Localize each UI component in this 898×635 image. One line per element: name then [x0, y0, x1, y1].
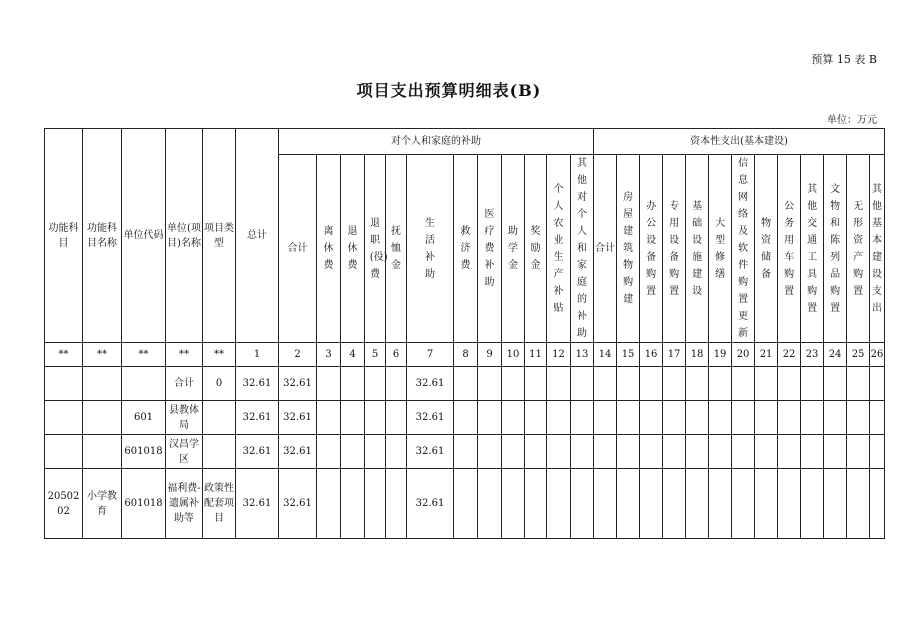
column-index-cell: 5	[365, 343, 386, 367]
cell-project-type: 政策性配套项目	[203, 469, 236, 539]
header-personal-label: 个人农业生产补贴	[553, 183, 564, 314]
cell-empty	[478, 401, 502, 435]
cell-empty	[640, 367, 663, 401]
cell-empty	[594, 435, 617, 469]
header-capital-1	[617, 155, 640, 343]
cell-empty	[824, 367, 847, 401]
cell-living-allowance: 32.61	[407, 401, 454, 435]
header-capital-label: 公务用车购置	[784, 200, 795, 297]
cell-empty	[732, 367, 755, 401]
column-index-cell: 12	[547, 343, 571, 367]
column-index-cell: 23	[801, 343, 824, 367]
cell-total: 32.61	[236, 469, 279, 539]
column-index-cell: **	[166, 343, 203, 367]
header-capital-label: 信息网络及软件购置更新	[738, 158, 749, 339]
cell-empty	[317, 435, 341, 469]
cell-empty	[525, 401, 547, 435]
cell-empty	[547, 367, 571, 401]
header-personal-label: 生活补助	[425, 217, 435, 280]
column-index-cell: **	[203, 343, 236, 367]
cell-empty	[341, 435, 365, 469]
header-group-capital: 资本性支出(基本建设)	[594, 129, 885, 155]
cell-empty	[454, 401, 478, 435]
column-index-cell: **	[83, 343, 122, 367]
cell-personal-total: 32.61	[279, 401, 317, 435]
cell-empty	[525, 469, 547, 539]
column-index-cell: 10	[502, 343, 525, 367]
cell-project-type	[203, 435, 236, 469]
cell-empty	[847, 401, 870, 435]
cell-empty	[341, 469, 365, 539]
header-capital-label: 合计	[595, 243, 616, 254]
header-personal-2	[341, 155, 365, 343]
cell-personal-total: 32.61	[279, 435, 317, 469]
cell-empty	[663, 435, 686, 469]
cell-empty	[801, 367, 824, 401]
column-index-cell: 1	[236, 343, 279, 367]
header-capital-label: 办公设备购置	[646, 200, 657, 297]
header-personal-label: 合计	[287, 243, 308, 254]
header-personal-label: 抚恤金	[391, 226, 401, 271]
column-index-cell: 8	[454, 343, 478, 367]
column-index-cell: 20	[732, 343, 755, 367]
cell-func-subject	[45, 367, 83, 401]
cell-unit-project-name: 合计	[166, 367, 203, 401]
cell-empty	[617, 367, 640, 401]
cell-func-subject: 2050202	[45, 469, 83, 539]
table-row	[45, 435, 885, 469]
cell-empty	[870, 401, 885, 435]
cell-empty	[454, 469, 478, 539]
cell-empty	[640, 435, 663, 469]
cell-empty	[525, 435, 547, 469]
cell-empty	[547, 435, 571, 469]
header-capital-12	[870, 155, 885, 343]
cell-func-subject	[45, 435, 83, 469]
cell-empty	[454, 367, 478, 401]
header-personal-10	[547, 155, 571, 343]
cell-empty	[824, 469, 847, 539]
cell-empty	[686, 367, 709, 401]
column-index-cell: 18	[686, 343, 709, 367]
cell-func-subject-name	[83, 367, 122, 401]
cell-empty	[778, 401, 801, 435]
cell-empty	[365, 401, 386, 435]
column-index-cell: 14	[594, 343, 617, 367]
column-index-cell: 2	[279, 343, 317, 367]
cell-empty	[686, 401, 709, 435]
column-index-cell: 3	[317, 343, 341, 367]
header-personal-5	[407, 155, 454, 343]
cell-empty	[594, 469, 617, 539]
cell-func-subject-name	[83, 435, 122, 469]
column-index-cell: 24	[824, 343, 847, 367]
cell-empty	[663, 469, 686, 539]
header-personal-0	[279, 155, 317, 343]
cell-empty	[801, 469, 824, 539]
header-capital-label: 物资储备	[761, 217, 772, 280]
column-index-cell: 9	[478, 343, 502, 367]
header-capital-11	[847, 155, 870, 343]
header-personal-label: 助学金	[508, 226, 518, 271]
cell-empty	[640, 469, 663, 539]
cell-unit-code	[122, 367, 166, 401]
cell-empty	[317, 469, 341, 539]
header-unit-project-name: 单位(项目)名称	[166, 129, 203, 343]
cell-func-subject	[45, 401, 83, 435]
header-personal-6	[454, 155, 478, 343]
header-capital-label: 其他交通工具购置	[807, 183, 818, 314]
cell-living-allowance: 32.61	[407, 435, 454, 469]
cell-empty	[755, 367, 778, 401]
header-capital-0	[594, 155, 617, 343]
column-index-cell: 19	[709, 343, 732, 367]
cell-empty	[847, 469, 870, 539]
header-personal-label: 离休费	[323, 226, 334, 271]
header-capital-10	[824, 155, 847, 343]
cell-empty	[386, 435, 407, 469]
cell-empty	[365, 367, 386, 401]
cell-empty	[709, 469, 732, 539]
header-total: 总计	[236, 129, 279, 343]
header-personal-label: 奖励金	[530, 226, 541, 271]
cell-empty	[571, 401, 594, 435]
cell-empty	[755, 435, 778, 469]
header-personal-label: 医疗费补助	[484, 209, 495, 288]
cell-empty	[847, 367, 870, 401]
cell-empty	[571, 469, 594, 539]
header-unit-code: 单位代码	[122, 129, 166, 343]
header-group-personal: 对个人和家庭的补助	[279, 129, 594, 155]
cell-empty	[454, 435, 478, 469]
header-personal-9	[525, 155, 547, 343]
header-capital-label: 专用设备购置	[669, 200, 680, 297]
cell-project-type	[203, 401, 236, 435]
table-number: 预算 15 表 B	[811, 53, 877, 66]
cell-empty	[870, 435, 885, 469]
header-capital-label: 其他基本建设支出	[872, 183, 883, 314]
header-capital-5	[709, 155, 732, 343]
cell-empty	[663, 367, 686, 401]
header-capital-8	[778, 155, 801, 343]
cell-func-subject-name	[83, 401, 122, 435]
header-personal-3	[365, 155, 386, 343]
cell-empty	[709, 435, 732, 469]
cell-personal-total: 32.61	[279, 367, 317, 401]
header-capital-4	[686, 155, 709, 343]
cell-empty	[478, 435, 502, 469]
cell-empty	[870, 367, 885, 401]
cell-empty	[709, 401, 732, 435]
header-capital-label: 基础设施建设	[692, 200, 703, 297]
cell-empty	[755, 469, 778, 539]
header-personal-8	[502, 155, 525, 343]
cell-unit-code: 601	[122, 401, 166, 435]
cell-empty	[547, 401, 571, 435]
cell-empty	[732, 469, 755, 539]
header-capital-9	[801, 155, 824, 343]
column-index-cell: **	[122, 343, 166, 367]
page-title: 项目支出预算明细表(B)	[356, 81, 542, 100]
header-personal-4	[386, 155, 407, 343]
cell-empty	[801, 435, 824, 469]
cell-total: 32.61	[236, 367, 279, 401]
column-index-cell: 13	[571, 343, 594, 367]
unit-label: 单位：万元	[827, 115, 877, 126]
cell-unit-project-name: 福利费-遗属补助等	[166, 469, 203, 539]
header-capital-label: 文物和陈列品购置	[830, 183, 841, 314]
cell-empty	[478, 367, 502, 401]
header-capital-label: 无形资产购置	[853, 200, 864, 297]
cell-empty	[365, 469, 386, 539]
column-index-cell: 21	[755, 343, 778, 367]
header-capital-label: 大型修缮	[715, 217, 726, 280]
header-capital-3	[663, 155, 686, 343]
cell-total: 32.61	[236, 401, 279, 435]
cell-personal-total: 32.61	[279, 469, 317, 539]
cell-empty	[824, 435, 847, 469]
cell-func-subject-name: 小学教育	[83, 469, 122, 539]
header-project-type: 项目类型	[203, 129, 236, 343]
cell-project-type: 0	[203, 367, 236, 401]
cell-empty	[594, 401, 617, 435]
cell-empty	[341, 401, 365, 435]
cell-empty	[686, 469, 709, 539]
header-personal-label: 退休费	[347, 226, 358, 271]
header-func-subject: 功能科目	[45, 129, 83, 343]
cell-empty	[317, 401, 341, 435]
cell-empty	[686, 435, 709, 469]
table-row	[45, 367, 885, 401]
cell-empty	[594, 367, 617, 401]
cell-empty	[778, 469, 801, 539]
header-capital-6	[732, 155, 755, 343]
cell-unit-code: 601018	[122, 469, 166, 539]
cell-living-allowance: 32.61	[407, 469, 454, 539]
column-index-cell: 6	[386, 343, 407, 367]
cell-empty	[571, 367, 594, 401]
cell-empty	[365, 435, 386, 469]
column-index-cell: 7	[407, 343, 454, 367]
column-index-cell: 11	[525, 343, 547, 367]
cell-empty	[571, 435, 594, 469]
cell-total: 32.61	[236, 435, 279, 469]
column-index-cell: 17	[663, 343, 686, 367]
cell-empty	[341, 367, 365, 401]
header-personal-label: 救济费	[460, 226, 471, 271]
header-capital-7	[755, 155, 778, 343]
cell-empty	[847, 435, 870, 469]
cell-unit-project-name: 汉昌学区	[166, 435, 203, 469]
cell-empty	[317, 367, 341, 401]
header-personal-1	[317, 155, 341, 343]
column-index-cell: 22	[778, 343, 801, 367]
cell-empty	[801, 401, 824, 435]
cell-empty	[709, 367, 732, 401]
header-personal-label: 退职(役)费	[369, 217, 388, 280]
cell-empty	[386, 367, 407, 401]
column-index-cell: 25	[847, 343, 870, 367]
header-capital-label: 房屋建筑物购建	[623, 192, 634, 305]
table-row	[45, 401, 885, 435]
cell-empty	[778, 435, 801, 469]
column-index-cell: 16	[640, 343, 663, 367]
column-index-cell: 15	[617, 343, 640, 367]
cell-empty	[502, 435, 525, 469]
cell-unit-project-name: 县教体局	[166, 401, 203, 435]
column-index-cell: 4	[341, 343, 365, 367]
cell-empty	[386, 401, 407, 435]
cell-empty	[617, 401, 640, 435]
cell-empty	[502, 367, 525, 401]
column-index-cell: 26	[870, 343, 885, 367]
cell-empty	[755, 401, 778, 435]
header-capital-2	[640, 155, 663, 343]
cell-unit-code: 601018	[122, 435, 166, 469]
cell-empty	[386, 469, 407, 539]
header-personal-11	[571, 155, 594, 343]
table-row	[45, 469, 885, 539]
header-personal-7	[478, 155, 502, 343]
cell-living-allowance: 32.61	[407, 367, 454, 401]
cell-empty	[617, 469, 640, 539]
header-func-subject-name: 功能科目名称	[83, 129, 122, 343]
cell-empty	[502, 401, 525, 435]
cell-empty	[870, 469, 885, 539]
column-index-cell: **	[45, 343, 83, 367]
cell-empty	[525, 367, 547, 401]
budget-table	[44, 128, 885, 539]
cell-empty	[547, 469, 571, 539]
header-personal-label: 其他对个人和家庭的补助	[577, 158, 588, 339]
cell-empty	[778, 367, 801, 401]
cell-empty	[663, 401, 686, 435]
cell-empty	[732, 401, 755, 435]
cell-empty	[640, 401, 663, 435]
cell-empty	[617, 435, 640, 469]
cell-empty	[732, 435, 755, 469]
cell-empty	[502, 469, 525, 539]
cell-empty	[824, 401, 847, 435]
cell-empty	[478, 469, 502, 539]
